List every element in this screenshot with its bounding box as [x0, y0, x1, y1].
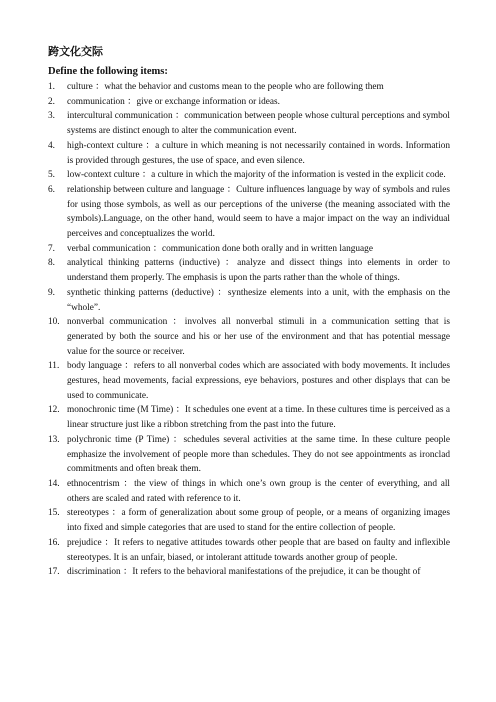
list-item [48, 403, 450, 432]
item-number: 2. [48, 96, 55, 107]
list-item [48, 95, 450, 110]
list-item [48, 565, 450, 580]
item-text: nonverbal communication ：involves all nonverbal stimuli in a communication setting that is generated by both the source and his or her use of the environment and that has potential message value for the source or receiver. [67, 317, 450, 357]
list-item [48, 242, 450, 257]
list-item [48, 80, 450, 95]
item-number: 15. [48, 508, 60, 519]
item-number: 6. [48, 184, 55, 195]
list-item [48, 536, 450, 565]
item-text: intercultural communication ：communication between people whose cultural perceptions and symbol systems are distinct enough to alter the communication event. [67, 111, 450, 137]
item-text: ethnocentrism ：the view of things in which one’s own group is the center of everything, and all others are scaled and rated with reference to it. [67, 478, 450, 504]
list-item [48, 315, 450, 359]
item-text: discrimination ：It refers to the behavioral manifestations of the prejudice, it can be thought of [67, 567, 421, 578]
item-number: 14. [48, 478, 60, 489]
section-heading: Define the following items: [48, 66, 168, 77]
item-text: analytical thinking patterns (inductive) ：analyze and dissect things into elements in order to understand them properly. The emphasis is upon the parts rather than the whole of things. [67, 258, 450, 284]
definition-list [48, 80, 450, 580]
list-item [48, 168, 450, 183]
list-item [48, 433, 450, 477]
item-text: polychronic time (P Time) ：schedules several activities at the same time. In these culture people emphasize the involvement of people more than schedules. They do not see appointments as ironclad commitments and often break them. [67, 434, 450, 475]
item-text: verbal communication ：communication done both orally and in written language [67, 243, 373, 254]
item-text: monochronic time (M Time) ：It schedules one event at a time. In these cultures time is perceived as a linear structure just like a ribbon stretching from the past into the future. [67, 405, 450, 431]
item-number: 17. [48, 567, 60, 578]
item-number: 1. [48, 82, 55, 92]
item-number: 13. [48, 434, 60, 445]
document-title: 跨文化交际 [48, 45, 103, 58]
item-number: 5. [48, 170, 55, 181]
list-item [48, 286, 450, 315]
item-text: high-context culture ：a culture in which meaning is not necessarily contained in words. Information is provided through gestures, the use of space, and even silence. [67, 140, 450, 166]
item-number: 12. [48, 405, 60, 416]
item-number: 16. [48, 537, 60, 548]
item-text: synthetic thinking patterns (deductive) ：synthesize elements into a unit, with the emphasis on the “whole”. [67, 287, 450, 313]
item-number: 3. [48, 111, 55, 122]
item-text: stereotypes ：a form of generalization about some group of people, or a means of organizing images into fixed and simple categories that are used to stand for the entire collection of people. [67, 508, 450, 534]
item-text: relationship between culture and language ：Culture influences language by way of symbols and rules for using those symbols, as well as our perceptions of the universe (the meaning associated with the symbols).Language, on the other hand, would seem to have a major impact on the way an individual perceives and conceptualizes the world. [67, 184, 450, 240]
list-item [48, 183, 450, 242]
item-text: prejudice ：It refers to negative attitudes towards other people that are based on faulty and inflexible stereotypes. It is an unfair, biased, or intolerant attitude towards another group of people. [67, 537, 450, 563]
item-text: communication ：give or exchange information or ideas. [67, 96, 280, 107]
list-item [48, 109, 450, 138]
item-text: culture ：what the behavior and customs mean to the people who are following them [67, 82, 384, 92]
item-number: 11. [48, 361, 60, 372]
item-number: 4. [48, 140, 55, 151]
item-number: 8. [48, 258, 55, 269]
item-number: 10. [48, 317, 60, 328]
list-item [48, 506, 450, 535]
list-item [48, 139, 450, 168]
list-item [48, 359, 450, 403]
item-text: body language ：refers to all nonverbal codes which are associated with body movements. It includes gestures, head movements, facial expressions, eye behaviors, postures and other displays that can be used to communicate. [67, 361, 450, 401]
list-item [48, 477, 450, 506]
item-number: 9. [48, 287, 55, 298]
item-text: low-context culture ：a culture in which the majority of the information is vested in the explicit code. [67, 170, 446, 181]
item-number: 7. [48, 243, 55, 254]
list-item [48, 256, 450, 285]
